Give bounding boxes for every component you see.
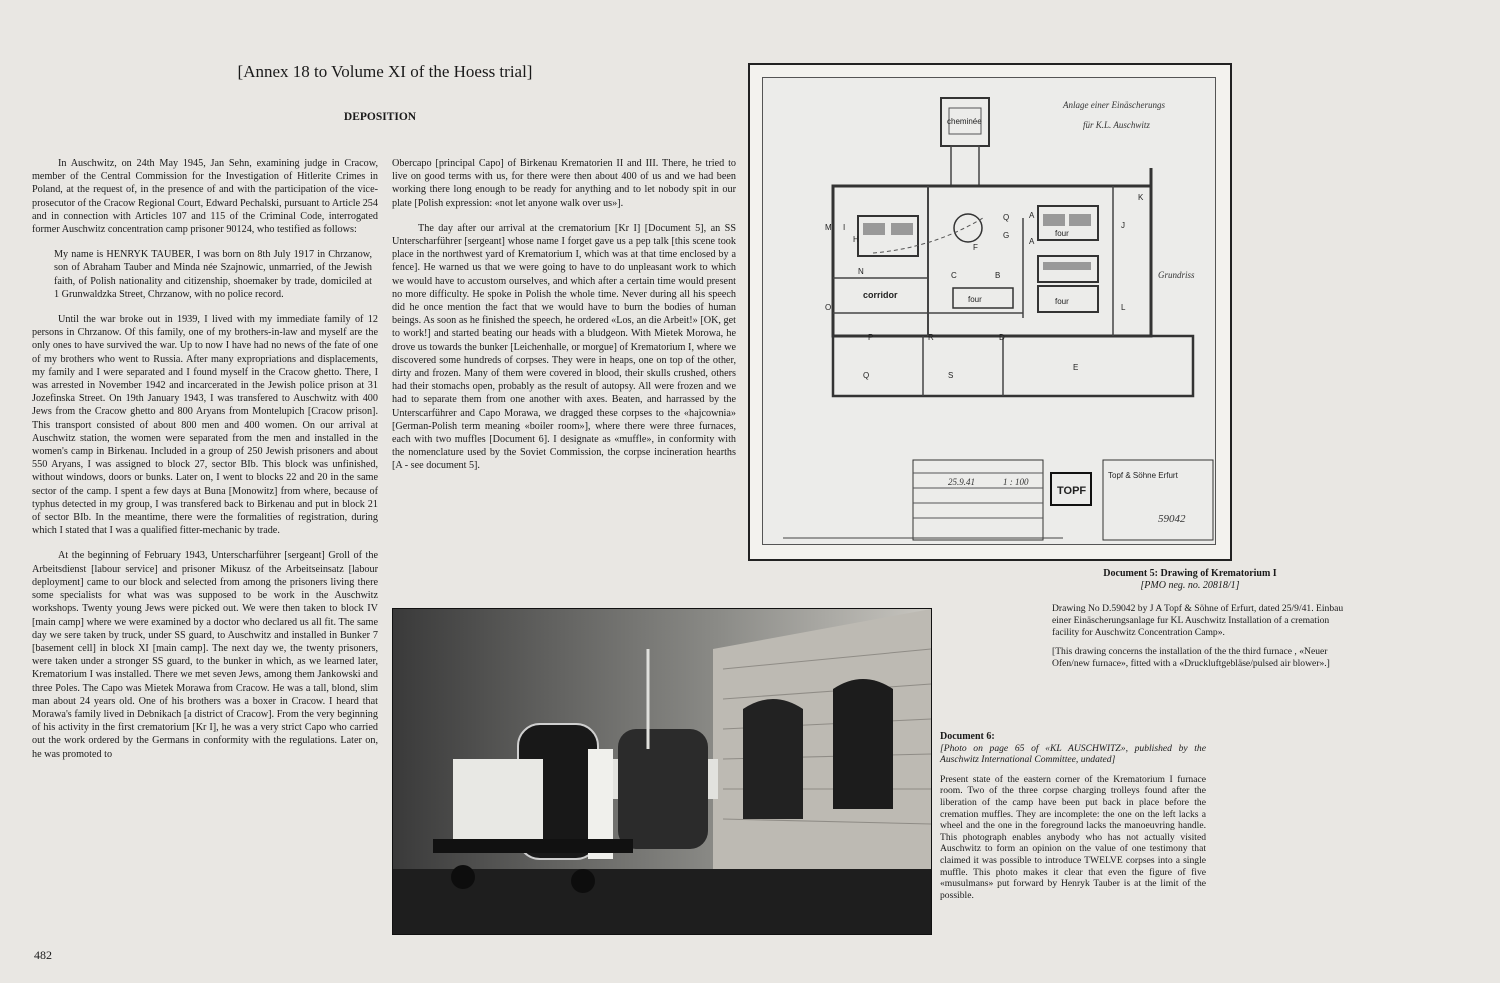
svg-text:H: H: [853, 235, 859, 244]
chimney-label: cheminée: [947, 117, 982, 126]
document5-desc-note: [This drawing concerns the installation of the the third furnace , «Neuer Ofen/new furnace», fitted with a «Druckluftgebläse/pulsed air blower».]: [1052, 646, 1330, 670]
svg-text:I: I: [843, 223, 846, 232]
furnace-label: four: [968, 295, 982, 304]
svg-text:Grundriss: Grundriss: [1158, 270, 1195, 280]
document5-drawing: [762, 77, 1216, 545]
document5-caption: [1060, 568, 1320, 592]
svg-text:G: G: [1003, 231, 1010, 240]
svg-text:R: R: [928, 333, 934, 342]
drawing-scale: 1 : 100: [1003, 477, 1029, 487]
text-column-right: [392, 157, 736, 485]
svg-text:K: K: [1138, 193, 1144, 202]
furnace-trolleys-photo: [393, 609, 931, 934]
document5-description: [1052, 603, 1352, 678]
document6-title: Document 6:: [940, 731, 995, 742]
svg-text:C: C: [951, 271, 957, 280]
paragraph: Obercapo [principal Capo] of Birkenau Krematorien II and III. There, he tried to live on good terms with us, for there were then about 400 of us and we had been working there long enough to be ready for anything and to let nobody spit in our plate [Polish expression: «not let anyone walk over us»].: [392, 158, 736, 209]
svg-text:O: O: [825, 303, 832, 312]
svg-text:J: J: [1121, 221, 1125, 230]
paragraph: The day after our arrival at the crematorium [Kr I] [Document 5], an SS Unterscharführer [sergeant] whose name I forget gave us a pep talk [this scene took place in the northwest yard of Krematorium I, which was at that time enclosed by a fence]. He warned us that we were going to have to do unpleasant work to which we would have to accustom ourselves, and which after a certain time would present no more difficulty. He spoke in Polish the whole time. Never during all his speech did he once mention the fact that we would have to burn the bodies of human beings. As soon as he finished the speech, he ordered «Los, an die Arbeit!» [OK, get to work!] and started beating our heads with a bludgeon. With Mietek Morowa, he drove us towards the bunker [Leichenhalle, or morgue] of Krematorium I, where we discovered some hundreds of corpses. They were in heaps, one on top of the other, dirty and frozen. Many of them were covered in blood, their skulls crushed, others had their stomachs open, probably as the result of autopsy. All were frozen and we had to separate them from one another with axes. Beaten, and harrassed by the Unterscarführer and Capo Morawa, we dragged these corpses to the «hajcownia» [German-Polish term meaning «boiler room»], where there were three furnaces, each with two muffles [Document 6]. I designate as «muffle», in conformity with the nomenclature used by the Soviet Commission, the corpse incineration hearths [A - see document 5].: [392, 222, 736, 472]
document6-text: Present state of the eastern corner of the Krematorium I furnace room. Two of the three corpse charging trolleys found after the liberation of the camp have been put back in place before the cremation muffles. They are incomplete: the one on the left lacks a wheel and the one in the foreground lacks the manoeuvring handle. This photograph enables anybody who has not actually visited Auschwitz to form an opinion on the value of one testimony that claimed it was possible to introduce TWELVE corpses into a single muffle. This photo makes it clear that even the figure of five «musulmans» put forward by Henryk Tauber is at the limit of the possible.: [940, 773, 1206, 901]
svg-text:Q: Q: [863, 371, 870, 380]
page-number: 482: [34, 948, 52, 962]
corridor-label: corridor: [863, 290, 898, 300]
page-heading: [Annex 18 to Volume XI of the Hoess trial]: [237, 62, 533, 81]
drawing-number: 59042: [1158, 513, 1186, 525]
svg-text:A: A: [1029, 211, 1035, 220]
topf-logo: TOPF: [1057, 485, 1087, 497]
furnace-label: four: [1055, 229, 1069, 238]
svg-text:D: D: [999, 333, 1005, 342]
document5-caption-title: Document 5: Drawing of Krematorium I: [1103, 568, 1277, 579]
svg-text:B: B: [995, 271, 1001, 280]
svg-text:Anlage einer Einäscherungs: Anlage einer Einäscherungs: [1063, 100, 1165, 110]
document5-caption-ref: [PMO neg. no. 20818/1]: [1140, 580, 1240, 591]
paragraph: At the beginning of February 1943, Unterscharführer [sergeant] Groll of the Arbeitsdienst [labour service] and prisoner Mikusz of the Arbeitseinsatz [labour deployment] came to our block and selected from among the prisoners living there some specialists for what was was supposed to be work in the Auschwitz workshops. Twenty young Jews were picked out. We were then taken to block IV [main camp] where we were examined by a doctor who declared us all fit. The same day we sere taken by truck, under SS guard, to Auschwitz and installed in Bunker 7 [basement cell] in block XI [main camp]. The next day we, the twenty prisoners, were taken under a stronger SS guard, to the bunker in which, as we learned later, Krematorium I was installed. There we met seven Jews, among them Jankowski and three Poles. The Capo was Mietek Morawa from Cracow. He was a tall, blond, slim man about 24 years old. One of his brothers was a boxer in Cracow. I heard that Morawa's family lived in Debnikach [a district of Cracow]. From the very beginning of his activity in the first crematorium [Kr I], he was a very strict Capo who carried out the work ordered by the Germans in conformity with the regulations. Later on, he was promoted to: [32, 550, 378, 760]
svg-text:A: A: [1029, 237, 1035, 246]
document6-photo: [392, 608, 932, 935]
deposition-subheading: DEPOSITION: [343, 111, 417, 123]
svg-text:Q: Q: [1003, 213, 1010, 222]
drawing-date: 25.9.41: [948, 477, 975, 487]
document6-source: [Photo on page 65 of «KL AUSCHWITZ», published by the Auschwitz International Committee, undated]: [940, 742, 1206, 766]
svg-text:E: E: [1073, 363, 1079, 372]
document5-desc-line: Drawing No D.59042 by J A Topf & Söhne of Erfurt, dated 25/9/41. Einbau einer Einäscherungsanlage fur KL Auschwitz Installation of a cremation facility for Auschwitz Concentration Camp».: [1052, 603, 1344, 638]
svg-text:für K.L. Auschwitz: für K.L. Auschwitz: [1083, 120, 1150, 130]
paragraph: Until the war broke out in 1939, I lived with my immediate family of 12 persons in Chrzanow. Of this family, one of my brothers-in-law and myself are the only ones to have survived the war. Up to now I have had no news of the fate of one of my brothers who went to Russia. After many expropriations and displacements, my family and I were separated and I found myself in the Cracow ghetto. There, I was arrested in November 1942 and incarcerated in the Jewish police prison at 31 Jozefinska Street. On 19th January 1943, I was transfered to Auschwitz with 400 Jews from the Cracow ghetto and 800 Aryans from Montelupich [Cracow prison]. This transport consisted of about 800 men and 400 women. On our arrival at Auschwitz station, the women were separated from the men and installed in the women's camp in Birkenau. Included in a group of 250 Jewish prisoners and about 550 Aryans, I was assigned to block 27, sector BIb. This block was unfinished, without windows, doors or bunks. Later on, I went to blocks 22 and 20 in the same sector of the camp. I spent a few days at Buna [Monowitz] from where, because of typhus detected in my group, I was transfered back to Birkenau and put in block 21 of sector BIb. In the meantime, there were the formalities of registration, during which I stated that I was a qualified fitter-mechanic by trade.: [32, 314, 378, 537]
svg-text:N: N: [858, 267, 864, 276]
svg-text:F: F: [973, 243, 978, 252]
furnace-label: four: [1055, 297, 1069, 306]
document6-caption: [940, 731, 1206, 909]
topf-firm: Topf & Söhne Erfurt: [1108, 471, 1178, 480]
testimony-quote: My name is HENRYK TAUBER, I was born on 8th July 1917 in Chrzanow, son of Abraham Tauber and Minda née Szajnowic, unmarried, of the Jewish faith, of Polish nationality and citizenship, shoemaker by trade, domiciled at 1 Grunwaldzka Street, Chrzanow, with no police record.: [54, 249, 372, 300]
svg-text:M: M: [825, 223, 832, 232]
svg-text:L: L: [1121, 303, 1126, 312]
svg-text:S: S: [948, 371, 954, 380]
text-column-left: [32, 157, 378, 773]
paragraph: In Auschwitz, on 24th May 1945, Jan Sehn, examining judge in Cracow, member of the Central Commission for the Investigation of Hitlerite Crimes in Poland, at the request of, in the presence of and with the participation of the vice-prosecutor of the Cracow Regional Court, Edward Pechalski, pursuant to Article 254 and in connection with Articles 107 and 115 of the Criminal Code, interrogated former Auschwitz concentration camp prisoner 90124, who testified as follows:: [32, 158, 378, 236]
document5-drawing-frame: [748, 63, 1232, 561]
svg-text:P: P: [868, 333, 874, 342]
floor-plan-drawing: [763, 78, 1215, 544]
